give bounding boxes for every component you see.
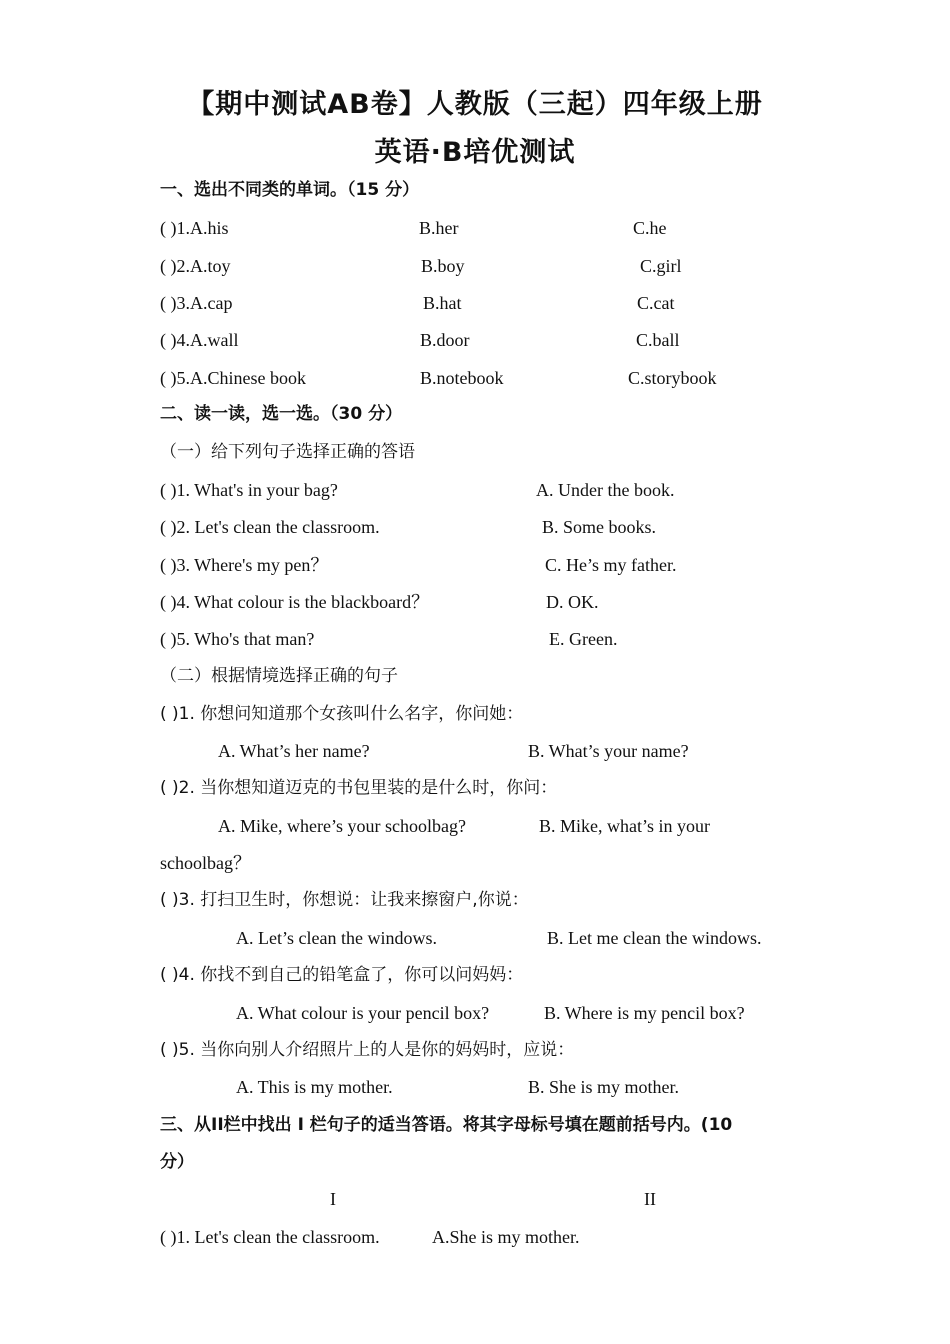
column-header-i: I [330, 1189, 336, 1209]
s2p1-item-4-question: ( )4. What colour is the blackboard？ [160, 592, 430, 612]
s1-item-5 [160, 367, 860, 389]
s2p1-item-5 [160, 628, 860, 650]
column-header-ii: II [644, 1189, 656, 1209]
s2p1-item-1-answer: A. Under the book. [536, 480, 675, 500]
section-1-heading: 一、选出不同类的单词。（15 分） [160, 180, 420, 200]
s2p2-item-5-option-b: B. She is my mother. [528, 1077, 680, 1097]
s1-item-3-a: ( )3.A.cap [160, 293, 233, 313]
s2p2-item-1-option-b: B. What’s your name? [528, 741, 689, 761]
s3-item-1 [160, 1226, 860, 1248]
s1-item-3-c: C.cat [637, 293, 675, 313]
section-2-part-1-heading: （一）给下列句子选择正确的答语 [160, 442, 415, 462]
s2p1-item-4 [160, 591, 860, 613]
s2p1-item-4-answer: D. OK. [546, 592, 599, 612]
s1-item-4-c: C.ball [636, 330, 680, 350]
s2p1-item-2 [160, 516, 860, 538]
s2p2-item-3-options [160, 927, 860, 949]
section-3-heading: 三、从II栏中找出 I 栏句子的适当答语。将其字母标号填在题前括号内。(10 [160, 1115, 733, 1135]
s3-item-1-question: ( )1. Let's clean the classroom. [160, 1227, 380, 1247]
s2p2-item-4-question: ( )4. 你找不到自己的铅笔盒了，你可以问妈妈： [160, 965, 524, 985]
s2p1-item-1-question: ( )1. What's in your bag? [160, 480, 338, 500]
s1-item-5-c: C.storybook [628, 368, 717, 388]
s1-item-1 [160, 217, 860, 239]
title-line-2: 英语·B培优测试 [374, 137, 576, 168]
s2p2-item-2-options [160, 815, 860, 837]
s2p1-item-2-answer: B. Some books. [542, 517, 657, 537]
s1-item-3 [160, 292, 860, 314]
s1-item-4-b: B.door [420, 330, 470, 350]
section-2-heading: 二、读一读，选一选。（30 分） [160, 404, 403, 424]
s1-item-5-b: B.notebook [420, 368, 504, 388]
section-2-part-2-heading: （二）根据情境选择正确的句子 [160, 666, 398, 686]
s2p1-item-5-answer: E. Green. [549, 629, 618, 649]
s2p2-item-5-question: ( )5. 当你向别人介绍照片上的人是你的妈妈时，应说： [160, 1040, 575, 1060]
s3-item-1-answer: A.She is my mother. [432, 1227, 580, 1247]
s2p2-item-1-option-a: A. What’s her name? [218, 741, 370, 761]
s1-item-5-a: ( )5.A.Chinese book [160, 368, 306, 388]
section-3-heading-continued: 分） [160, 1152, 194, 1172]
s2p2-item-3-option-a: A. Let’s clean the windows. [236, 928, 437, 948]
s2p2-item-3-question: ( )3. 打扫卫生时，你想说：让我来擦窗户,你说： [160, 890, 529, 910]
s2p1-item-3-question: ( )3. Where's my pen？ [160, 555, 329, 575]
s1-item-1-b: B.her [419, 218, 459, 238]
s2p2-item-2-option-b: B. Mike, what’s in your [539, 816, 710, 836]
s1-item-1-a: ( )1.A.his [160, 218, 229, 238]
s2p2-item-1-question: ( )1. 你想问知道那个女孩叫什么名字，你问她： [160, 704, 524, 724]
s1-item-1-c: C.he [633, 218, 667, 238]
s1-item-4 [160, 329, 860, 351]
s2p2-item-5-option-a: A. This is my mother. [236, 1077, 393, 1097]
s2p1-item-5-question: ( )5. Who's that man? [160, 629, 315, 649]
s2p2-item-2-option-a: A. Mike, where’s your schoolbag? [218, 816, 466, 836]
s2p2-item-2-question: ( )2. 当你想知道迈克的书包里装的是什么时，你问： [160, 778, 558, 798]
s2p2-item-4-option-a: A. What colour is your pencil box? [236, 1003, 490, 1023]
s1-item-3-b: B.hat [423, 293, 462, 313]
s1-item-2-b: B.boy [421, 256, 465, 276]
s2p1-item-2-question: ( )2. Let's clean the classroom. [160, 517, 380, 537]
s1-item-2-c: C.girl [640, 256, 682, 276]
s2p2-item-3-option-b: B. Let me clean the windows. [547, 928, 762, 948]
s2p1-item-3-answer: C. He’s my father. [545, 555, 677, 575]
s2p2-item-4-options [160, 1002, 860, 1024]
s2p2-item-1-options [160, 740, 860, 762]
s2p2-item-5-options [160, 1076, 860, 1098]
s1-item-4-a: ( )4.A.wall [160, 330, 239, 350]
s2p1-item-1 [160, 479, 860, 501]
title-line-1: 【期中测试AB卷】人教版（三起）四年级上册 [187, 89, 763, 120]
s2p2-item-2-option-b-continued: schoolbag？ [160, 853, 251, 873]
s1-item-2 [160, 255, 860, 277]
s2p2-item-4-option-b: B. Where is my pencil box? [544, 1003, 745, 1023]
s1-item-2-a: ( )2.A.toy [160, 256, 231, 276]
s2p1-item-3 [160, 554, 860, 576]
